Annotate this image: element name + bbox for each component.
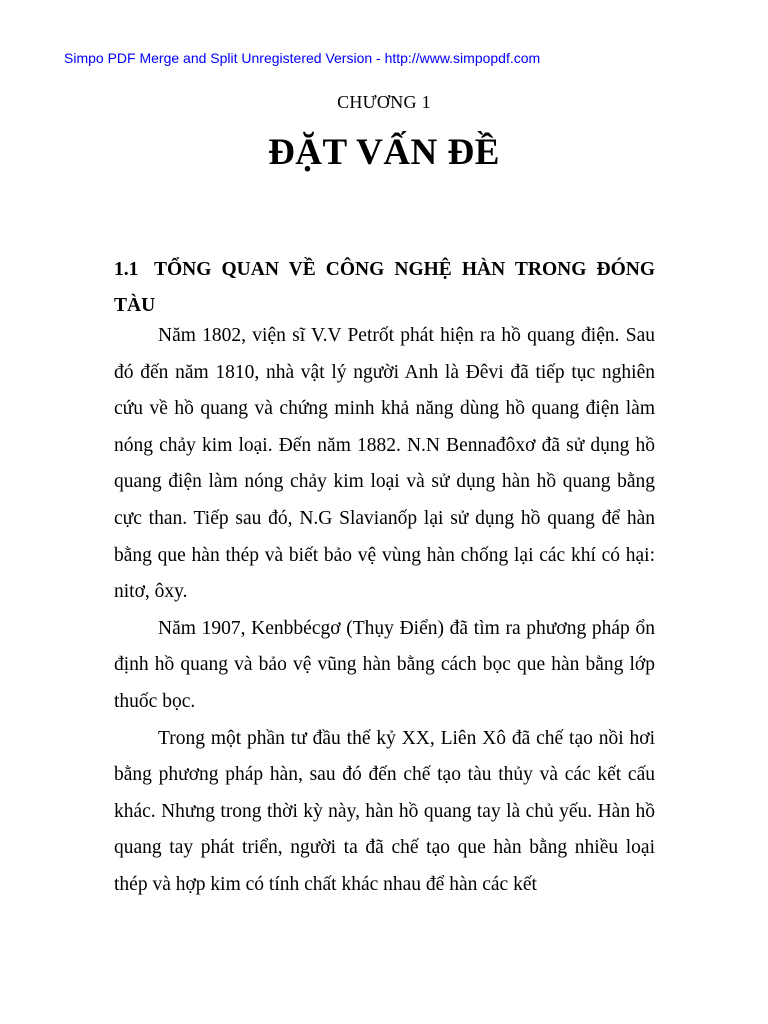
paragraph: Trong một phần tư đầu thế kỷ XX, Liên Xô đã chế tạo nồi hơi bằng phương pháp hàn, sau đó đến chế tạo tàu thủy và các kết cấu khác. Nhưng trong thời kỳ này, hàn hồ quang tay là chủ yếu. Hàn hồ quang tay phát triển, người ta đã chế tạo que hàn bằng nhiều loại thép và hợp kim có tính chất khác nhau để hàn các kết [114, 727, 655, 895]
chapter-title: ĐẶT VẤN ĐỀ [268, 132, 500, 173]
chapter-label: CHƯƠNG 1 [337, 92, 431, 112]
watermark-text: Simpo PDF Merge and Split Unregistered Version - http://www.simpopdf.com [64, 50, 541, 66]
paragraph: Năm 1802, viện sĩ V.V Petrốt phát hiện ra hồ quang điện. Sau đó đến năm 1810, nhà vật lý người Anh là Đêvi đã tiếp tục nghiên cứu về hồ quang và chứng minh khả năng dùng hồ quang điện làm nóng chảy kim loại. Đến năm 1882. N.N Bennađôxơ đã sử dụng hồ quang điện làm nóng chảy kim loại và sử dụng hàn hồ quang bằng cực than. Tiếp sau đó, N.G Slavianốp lại sử dụng hồ quang để hàn bằng que hàn thép và biết bảo vệ vùng hàn chống lại các khí có hại: nitơ, ôxy. [114, 325, 655, 603]
section-title: TỔNG QUAN VỀ CÔNG NGHỆ HÀN TRONG ĐÓNG TÀU [114, 259, 655, 316]
body-text [114, 318, 655, 904]
paragraph: Năm 1907, Kenbbécgơ (Thụy Điển) đã tìm ra phương pháp ổn định hồ quang và bảo vệ vũng hàn bằng cách bọc que hàn bằng lớp thuốc bọc. [114, 617, 655, 712]
section-heading [114, 252, 655, 324]
section-number: 1.1 [114, 259, 139, 280]
